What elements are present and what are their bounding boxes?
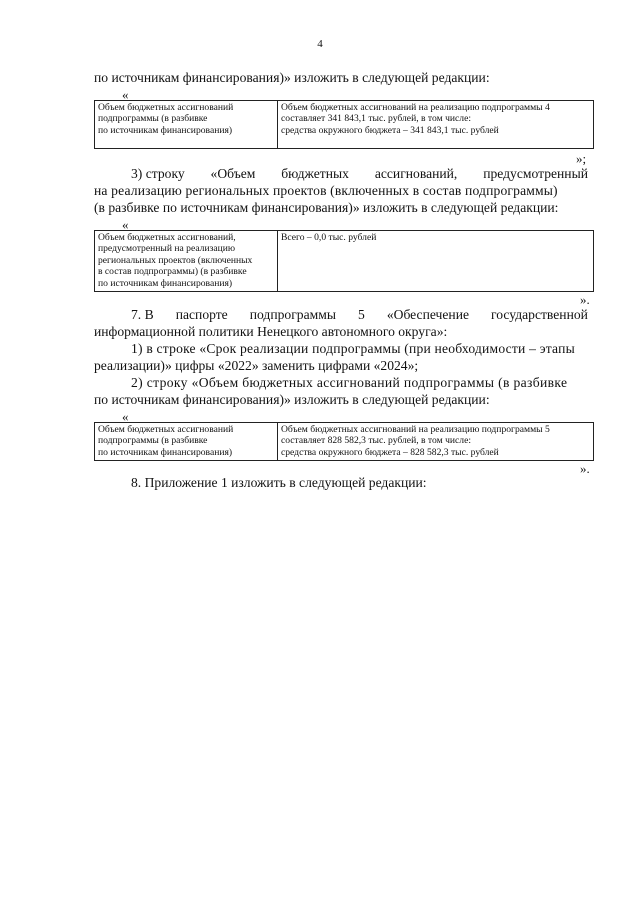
table-row bbox=[95, 423, 594, 461]
item3-line2: на реализацию региональных проектов (включенных в состав подпрограммы) bbox=[94, 183, 558, 198]
table-cell-label: Объем бюджетных ассигнований подпрограммы (в разбивке по источникам финансирования) bbox=[95, 101, 278, 149]
item7-line1: 7. В паспорте подпрограммы 5 «Обеспечение государственной bbox=[131, 307, 588, 322]
passport-table-2 bbox=[94, 230, 594, 292]
item7-sub1-line2: реализации)» цифры «2022» заменить цифрами «2024»; bbox=[94, 358, 419, 373]
quote-open-1: « bbox=[122, 87, 129, 102]
quote-close-1: »; bbox=[576, 151, 587, 166]
item7-sub1-line1: 1) в строке «Срок реализации подпрограммы (при необходимости – этапы bbox=[131, 341, 575, 356]
item7-sub2-line1: 2) строку «Объем бюджетных ассигнований подпрограммы (в разбивке bbox=[131, 375, 568, 390]
item8-line: 8. Приложение 1 изложить в следующей редакции: bbox=[131, 475, 427, 490]
passport-table-3 bbox=[94, 422, 594, 461]
quote-open-2: « bbox=[122, 217, 129, 232]
table-row bbox=[95, 101, 594, 149]
quote-open-3: « bbox=[122, 409, 129, 424]
quote-close-2: ». bbox=[580, 292, 590, 307]
item7-sub2-line2: по источникам финансирования)» изложить в следующей редакции: bbox=[94, 392, 490, 407]
item7-line2: информационной политики Ненецкого автономного округа»: bbox=[94, 324, 448, 339]
page-number: 4 bbox=[317, 38, 323, 50]
table-row bbox=[95, 231, 594, 292]
item3-line1: 3) строку «Объем бюджетных ассигнований, предусмотренный bbox=[131, 166, 588, 181]
table-cell-value: Объем бюджетных ассигнований на реализацию подпрограммы 5 составляет 828 582,3 тыс. рублей, в том числе: средства окружного бюджета – 828 582,3 тыс. рублей bbox=[278, 423, 594, 461]
quote-close-3: ». bbox=[580, 461, 590, 476]
item3-line3: (в разбивке по источникам финансирования)» изложить в следующей редакции: bbox=[94, 200, 559, 215]
table-cell-value: Объем бюджетных ассигнований на реализацию подпрограммы 4 составляет 341 843,1 тыс. рублей, в том числе: средства окружного бюджета – 341 843,1 тыс. рублей bbox=[278, 101, 594, 149]
intro-line: по источникам финансирования)» изложить в следующей редакции: bbox=[94, 70, 490, 85]
passport-table-1 bbox=[94, 100, 594, 149]
table-cell-label: Объем бюджетных ассигнований подпрограммы (в разбивке по источникам финансирования) bbox=[95, 423, 278, 461]
table-cell-value: Всего – 0,0 тыс. рублей bbox=[278, 231, 594, 292]
table-cell-label: Объем бюджетных ассигнований, предусмотренный на реализацию региональных проектов (включенных в состав подпрограммы) (в разбивке по источникам финансирования) bbox=[95, 231, 278, 292]
